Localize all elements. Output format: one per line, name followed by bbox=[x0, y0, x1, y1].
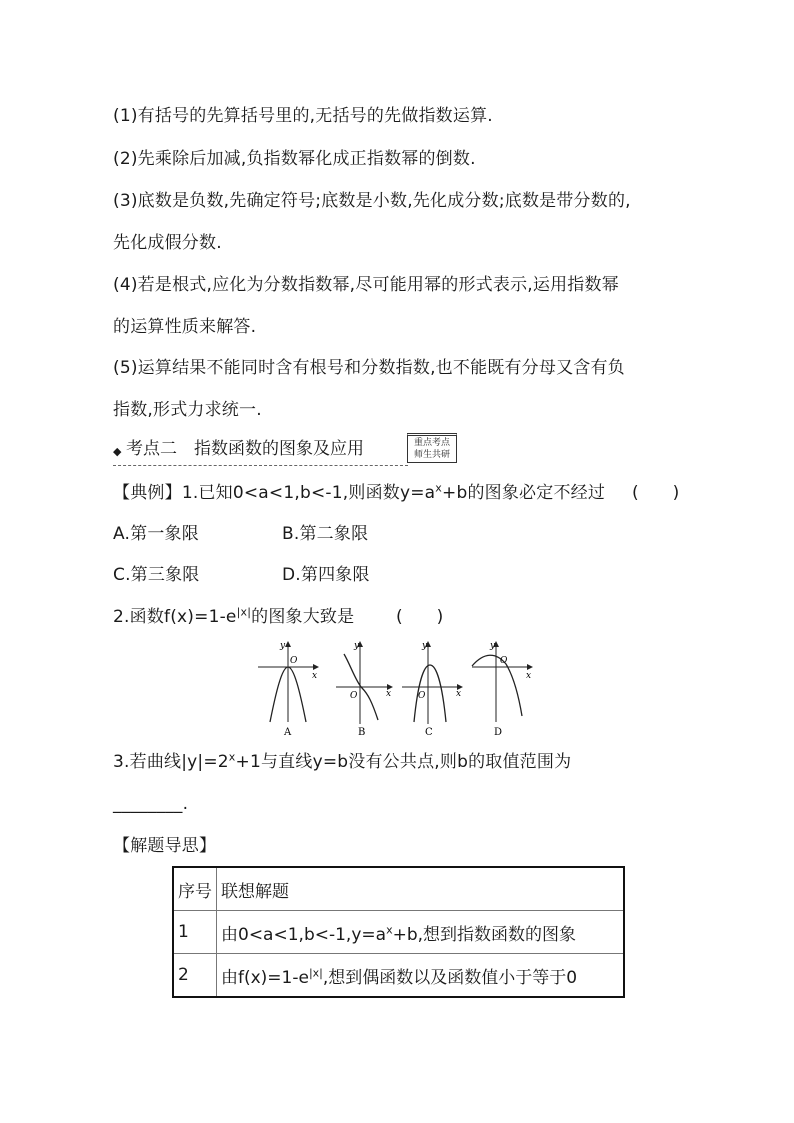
graph-a-origin-label: O bbox=[290, 656, 298, 666]
badge-line-1: 重点考点 bbox=[413, 438, 450, 448]
question-3: 3.若曲线$|y|=2^x+1$与直线y=b没有公共点,则b的取值范围为 bbox=[113, 750, 572, 772]
diamond-icon: ◆ bbox=[113, 445, 122, 458]
graph-a-x-label: x bbox=[312, 671, 318, 681]
note-4b: 的运算性质来解答. bbox=[113, 317, 257, 337]
graph-c-y-label: y bbox=[422, 641, 428, 651]
note-2: (2)先乘除后加减,负指数幂化成正指数幂的倒数. bbox=[113, 149, 476, 169]
graph-b bbox=[336, 642, 392, 724]
section-title: 考点二 指数函数的图象及应用 bbox=[126, 439, 364, 459]
row-idea: 由$0<a<1,b<-1,y=a^x+b$,想到指数函数的图象 bbox=[217, 911, 625, 954]
graph-c-label: C bbox=[425, 727, 433, 738]
graph-d bbox=[472, 642, 532, 722]
question-1: 【典例】1.已知0<a<1,b<-1,则函数$y=a^x+b$的图象必定不经过 bbox=[113, 481, 606, 503]
graph-options-figure bbox=[250, 632, 540, 742]
graph-b-origin-label: O bbox=[350, 691, 358, 701]
note-3a: (3)底数是负数,先确定符号;底数是小数,先化成分数;底数是带分数的, bbox=[113, 191, 631, 211]
row-number: 1 bbox=[173, 911, 217, 954]
table-row bbox=[173, 954, 624, 998]
question-1-answer-paren: ( ) bbox=[632, 483, 680, 503]
note-5a: (5)运算结果不能同时含有根号和分数指数,也不能既有分母又含有负 bbox=[113, 358, 625, 378]
header-idea: 联想解题 bbox=[217, 867, 625, 911]
graph-c-origin-label: O bbox=[418, 691, 426, 701]
question-2-answer-paren: ( ) bbox=[396, 607, 444, 627]
graph-c bbox=[402, 642, 462, 724]
graph-b-x-label: x bbox=[386, 689, 392, 699]
guide-label: 【解题导思】 bbox=[113, 836, 217, 856]
note-1: (1)有括号的先算括号里的,无括号的先做指数运算. bbox=[113, 106, 493, 126]
graph-options bbox=[250, 632, 540, 742]
graph-d-y-label: y bbox=[490, 641, 496, 651]
guide-table bbox=[172, 866, 625, 998]
section-heading bbox=[113, 437, 408, 466]
badge-line-2: 师生共研 bbox=[413, 450, 450, 460]
header-number: 序号 bbox=[173, 867, 217, 911]
table-header-row bbox=[173, 867, 624, 911]
graph-d-origin-label: O bbox=[500, 656, 508, 666]
option-d: D.第四象限 bbox=[282, 565, 370, 585]
graph-b-y-label: y bbox=[354, 641, 360, 651]
note-5b: 指数,形式力求统一. bbox=[113, 400, 262, 420]
answer-blank: ________. bbox=[113, 794, 189, 814]
graph-c-x-label: x bbox=[456, 689, 462, 699]
graph-d-x-label: x bbox=[526, 671, 532, 681]
graph-b-label: B bbox=[358, 727, 366, 738]
graph-a-y-label: y bbox=[280, 641, 286, 651]
row-number: 2 bbox=[173, 954, 217, 998]
graph-d-label: D bbox=[494, 727, 503, 738]
question-2: 2.函数$f(x)=1-e^{|x|}$的图象大致是 bbox=[113, 605, 355, 627]
graph-a-label: A bbox=[284, 727, 292, 738]
note-4a: (4)若是根式,应化为分数指数幂,尽可能用幂的形式表示,运用指数幂 bbox=[113, 275, 619, 295]
option-c: C.第三象限 bbox=[113, 565, 200, 585]
row-idea: 由$f(x)=1-e^{|x|}$,想到偶函数以及函数值小于等于0 bbox=[217, 954, 625, 998]
table-row bbox=[173, 911, 624, 954]
section-badge bbox=[407, 433, 457, 463]
graph-a bbox=[258, 642, 318, 722]
example-label: 【典例】 bbox=[113, 483, 182, 503]
option-a: A.第一象限 bbox=[113, 524, 199, 544]
note-3b: 先化成假分数. bbox=[113, 233, 222, 253]
option-b: B.第二象限 bbox=[282, 524, 369, 544]
